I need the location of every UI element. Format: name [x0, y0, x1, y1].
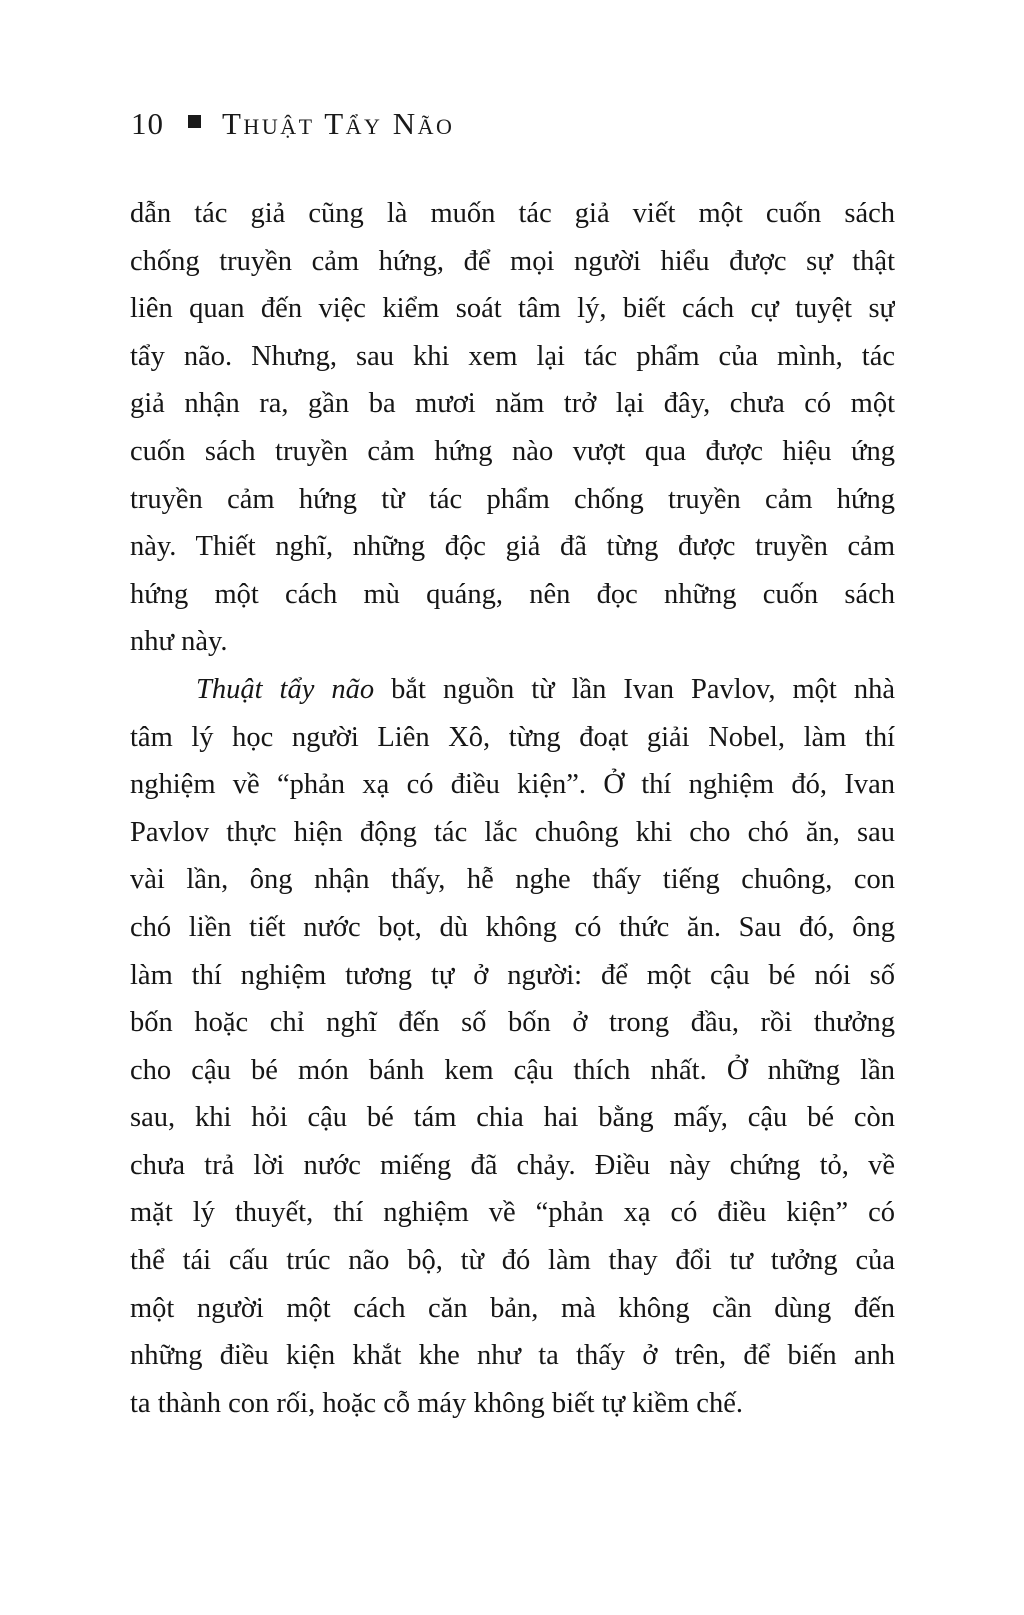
text-segment: bốn hoặc chỉ nghĩ đến số bốn ở trong đầu, rồi thưởng	[130, 1007, 895, 1039]
text-line	[130, 1189, 895, 1237]
book-title-italic: Thuật tẩy não	[196, 673, 375, 705]
text-segment: chó liền tiết nước bọt, dù không có thức ăn. Sau đó, ông	[130, 911, 895, 943]
text-segment: giả nhận ra, gần ba mươi năm trở lại đây, chưa có một	[130, 388, 895, 420]
text-segment: chống truyền cảm hứng, để mọi người hiểu được sự thật	[130, 245, 895, 277]
text-segment: truyền cảm hứng từ tác phẩm chống truyền cảm hứng	[130, 483, 895, 515]
text-line	[130, 1142, 895, 1190]
text-segment: vài lần, ông nhận thấy, hễ nghe thấy tiếng chuông, con	[130, 864, 895, 896]
square-bullet-icon	[188, 115, 201, 128]
text-line	[130, 1094, 895, 1142]
body-text	[130, 190, 895, 1427]
text-segment: hứng một cách mù quáng, nên đọc những cuốn sách	[130, 578, 895, 610]
text-segment: tâm lý học người Liên Xô, từng đoạt giải Nobel, làm thí	[130, 721, 895, 753]
text-segment: chưa trả lời nước miếng đã chảy. Điều này chứng tỏ, về	[130, 1149, 895, 1181]
text-line	[130, 1332, 895, 1380]
text-line	[130, 666, 895, 714]
text-line	[130, 571, 895, 619]
text-line	[130, 761, 895, 809]
text-line	[130, 285, 895, 333]
text-segment: bắt nguồn từ lần Ivan Pavlov, một nhà	[374, 673, 895, 705]
text-line	[130, 1047, 895, 1095]
text-line	[130, 618, 895, 666]
text-segment: cuốn sách truyền cảm hứng nào vượt qua được hiệu ứng	[130, 435, 895, 467]
text-line	[130, 333, 895, 381]
text-segment: mặt lý thuyết, thí nghiệm về “phản xạ có điều kiện” có	[130, 1197, 895, 1229]
text-segment: liên quan đến việc kiểm soát tâm lý, biết cách cự tuyệt sự	[130, 293, 895, 325]
text-line	[130, 238, 895, 286]
text-segment: sau, khi hỏi cậu bé tám chia hai bằng mấy, cậu bé còn	[130, 1102, 895, 1134]
text-segment: Pavlov thực hiện động tác lắc chuông khi cho chó ăn, sau	[130, 816, 895, 848]
text-line	[130, 904, 895, 952]
text-line	[130, 809, 895, 857]
text-segment: dẫn tác giả cũng là muốn tác giả viết một cuốn sách	[130, 198, 895, 229]
text-segment: làm thí nghiệm tương tự ở người: để một cậu bé nói số	[130, 959, 895, 991]
paragraph	[130, 190, 895, 666]
running-title: Thuật Tẩy Não	[222, 106, 455, 141]
text-line	[130, 714, 895, 762]
text-segment: một người một cách căn bản, mà không cần dùng đến	[130, 1292, 895, 1324]
text-line	[130, 1237, 895, 1285]
text-segment: tẩy não. Nhưng, sau khi xem lại tác phẩm của mình, tác	[130, 340, 895, 372]
text-line	[130, 428, 895, 476]
running-header	[131, 106, 454, 142]
text-line	[130, 856, 895, 904]
paragraph	[130, 666, 895, 1428]
text-line	[130, 952, 895, 1000]
text-line	[130, 476, 895, 524]
text-line	[130, 1285, 895, 1333]
text-segment: này. Thiết nghĩ, những độc giả đã từng được truyền cảm	[130, 531, 895, 563]
text-segment: như này.	[130, 626, 228, 658]
text-line	[130, 190, 895, 238]
text-line	[130, 999, 895, 1047]
text-segment: ta thành con rối, hoặc cỗ máy không biết tự kiềm chế.	[130, 1387, 743, 1419]
text-segment: thể tái cấu trúc não bộ, từ đó làm thay đổi tư tưởng của	[130, 1245, 895, 1277]
text-line	[130, 1380, 895, 1428]
text-line	[130, 380, 895, 428]
text-line	[130, 523, 895, 571]
text-segment: cho cậu bé món bánh kem cậu thích nhất. Ở những lần	[130, 1054, 895, 1086]
text-segment: những điều kiện khắt khe như ta thấy ở trên, để biến anh	[130, 1340, 895, 1372]
text-segment: nghiệm về “phản xạ có điều kiện”. Ở thí nghiệm đó, Ivan	[130, 769, 895, 801]
page-number: 10	[131, 106, 164, 141]
